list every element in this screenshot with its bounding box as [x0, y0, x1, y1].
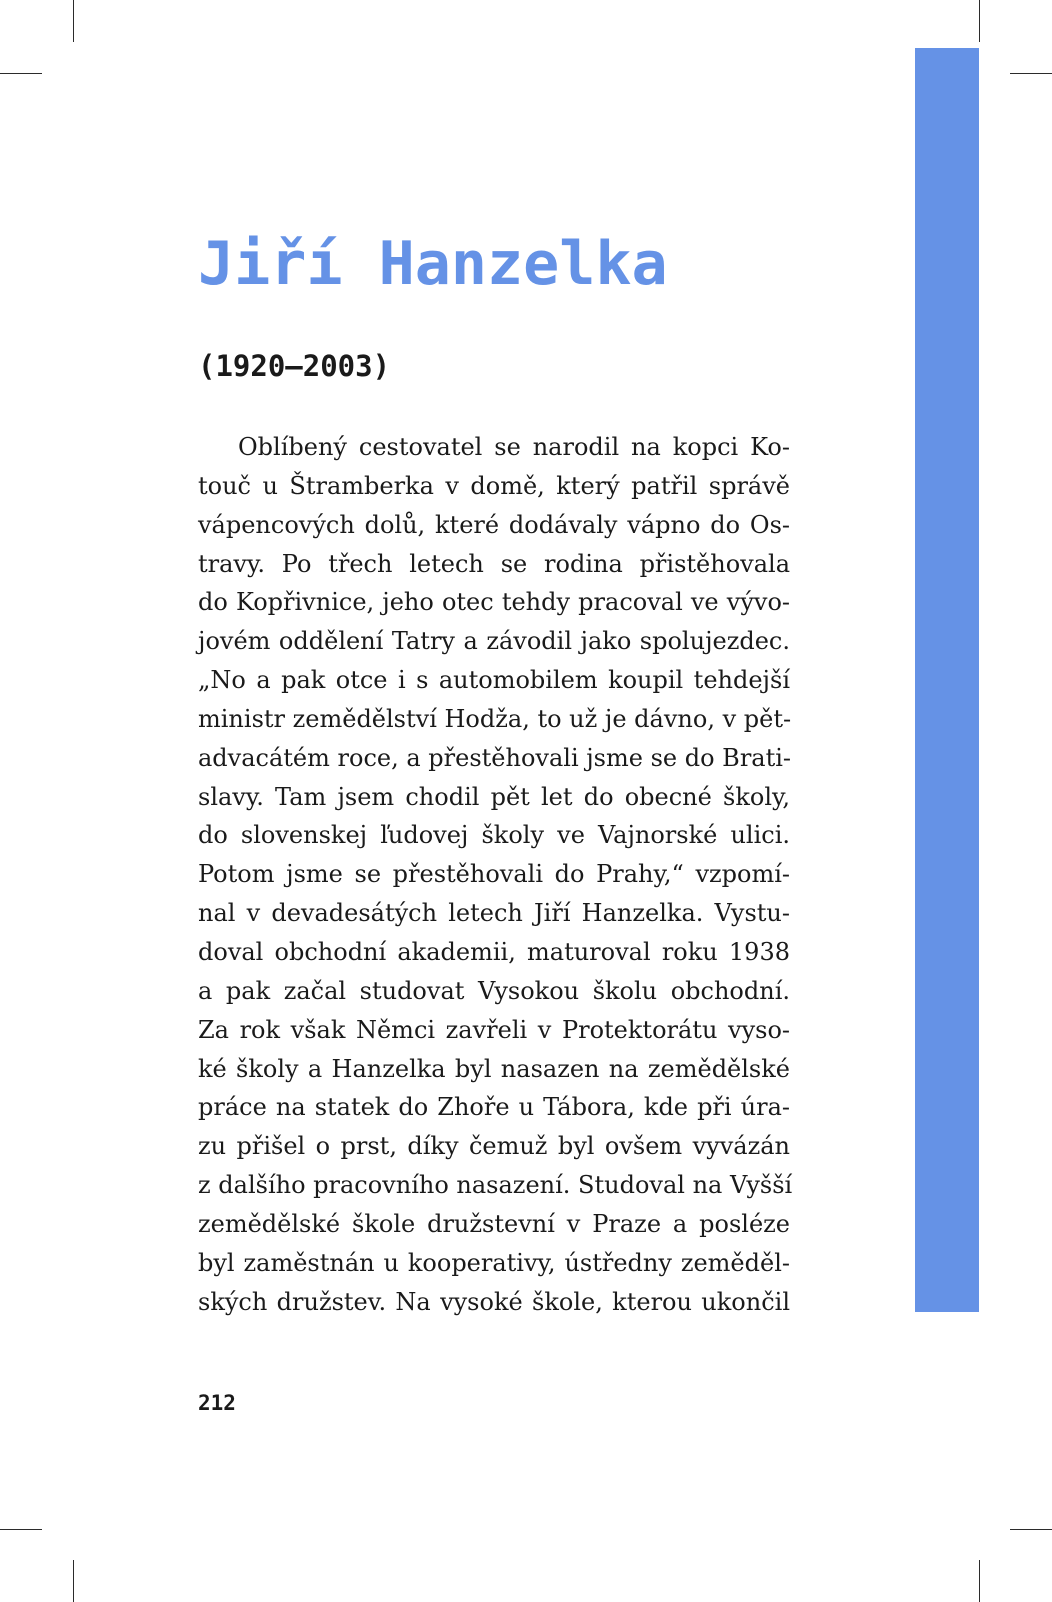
- text-line: Oblíbený cestovatel se narodil na kopci Ko-: [238, 433, 790, 461]
- text-line: advacátém roce, a přestěhovali jsme se do Brati-: [198, 743, 792, 772]
- text-line: z dalšího pracovního nasazení. Studoval na Vyšší: [198, 1171, 793, 1200]
- text-line: slavy. Tam jsem chodil pět let do obecné školy,: [198, 782, 790, 811]
- text-line: ských družstev. Na vysoké škole, kterou ukončil: [198, 1287, 790, 1316]
- text-line: doval obchodní akademii, maturoval roku 1938: [198, 937, 790, 966]
- text-line: práce na statek do Zhoře u Tábora, kde při úra-: [198, 1093, 790, 1122]
- text-line: Za rok však Němci zavřeli v Protektorátu vyso-: [198, 1015, 790, 1044]
- crop-mark-top-right-horizontal: [1010, 73, 1052, 74]
- crop-mark-top-left-horizontal: [0, 73, 42, 74]
- text-line: jovém oddělení Tatry a závodil jako spolujezdec.: [198, 627, 790, 656]
- crop-mark-bottom-right-vertical: [979, 1560, 980, 1602]
- text-line: a pak začal studovat Vysokou školu obchodní.: [198, 976, 790, 1005]
- text-line: touč u Štramberka v domě, který patřil správě: [198, 471, 790, 500]
- chapter-side-bar: [915, 48, 979, 1312]
- text-line: nal v devadesátých letech Jiří Hanzelka. Vystu-: [198, 899, 790, 928]
- crop-mark-bottom-left-horizontal: [0, 1529, 42, 1530]
- crop-mark-top-right-vertical: [979, 0, 980, 42]
- text-line: vápencových dolů, které dodávaly vápno do Os-: [198, 510, 790, 539]
- page-number: 212: [198, 1391, 236, 1415]
- crop-mark-bottom-left-vertical: [73, 1560, 74, 1602]
- text-line: zu přišel o prst, díky čemuž byl ovšem vyvázán: [198, 1132, 790, 1161]
- text-line: travy. Po třech letech se rodina přistěhovala: [198, 549, 790, 578]
- text-line: zemědělské škole družstevní v Praze a posléze: [198, 1209, 790, 1238]
- text-line: Potom jsme se přestěhovali do Prahy,“ vzpomí-: [198, 860, 790, 889]
- body-paragraph: [198, 428, 793, 1321]
- chapter-title: Jiří Hanzelka: [198, 229, 668, 299]
- life-years: (1920–2003): [198, 349, 391, 383]
- text-line: „No a pak otce i s automobilem koupil tehdejší: [198, 666, 790, 695]
- text-line: byl zaměstnán u kooperativy, ústředny zeměděl-: [198, 1248, 790, 1277]
- text-line: do Kopřivnice, jeho otec tehdy pracoval ve vývo-: [198, 588, 790, 617]
- text-line: ké školy a Hanzelka byl nasazen na zemědělské: [198, 1054, 790, 1083]
- text-line: ministr zemědělství Hodža, to už je dávno, v pět-: [198, 704, 792, 733]
- crop-mark-top-left-vertical: [73, 0, 74, 42]
- crop-mark-bottom-right-horizontal: [1010, 1529, 1052, 1530]
- text-line: do slovenskej ľudovej školy ve Vajnorské ulici.: [198, 821, 790, 850]
